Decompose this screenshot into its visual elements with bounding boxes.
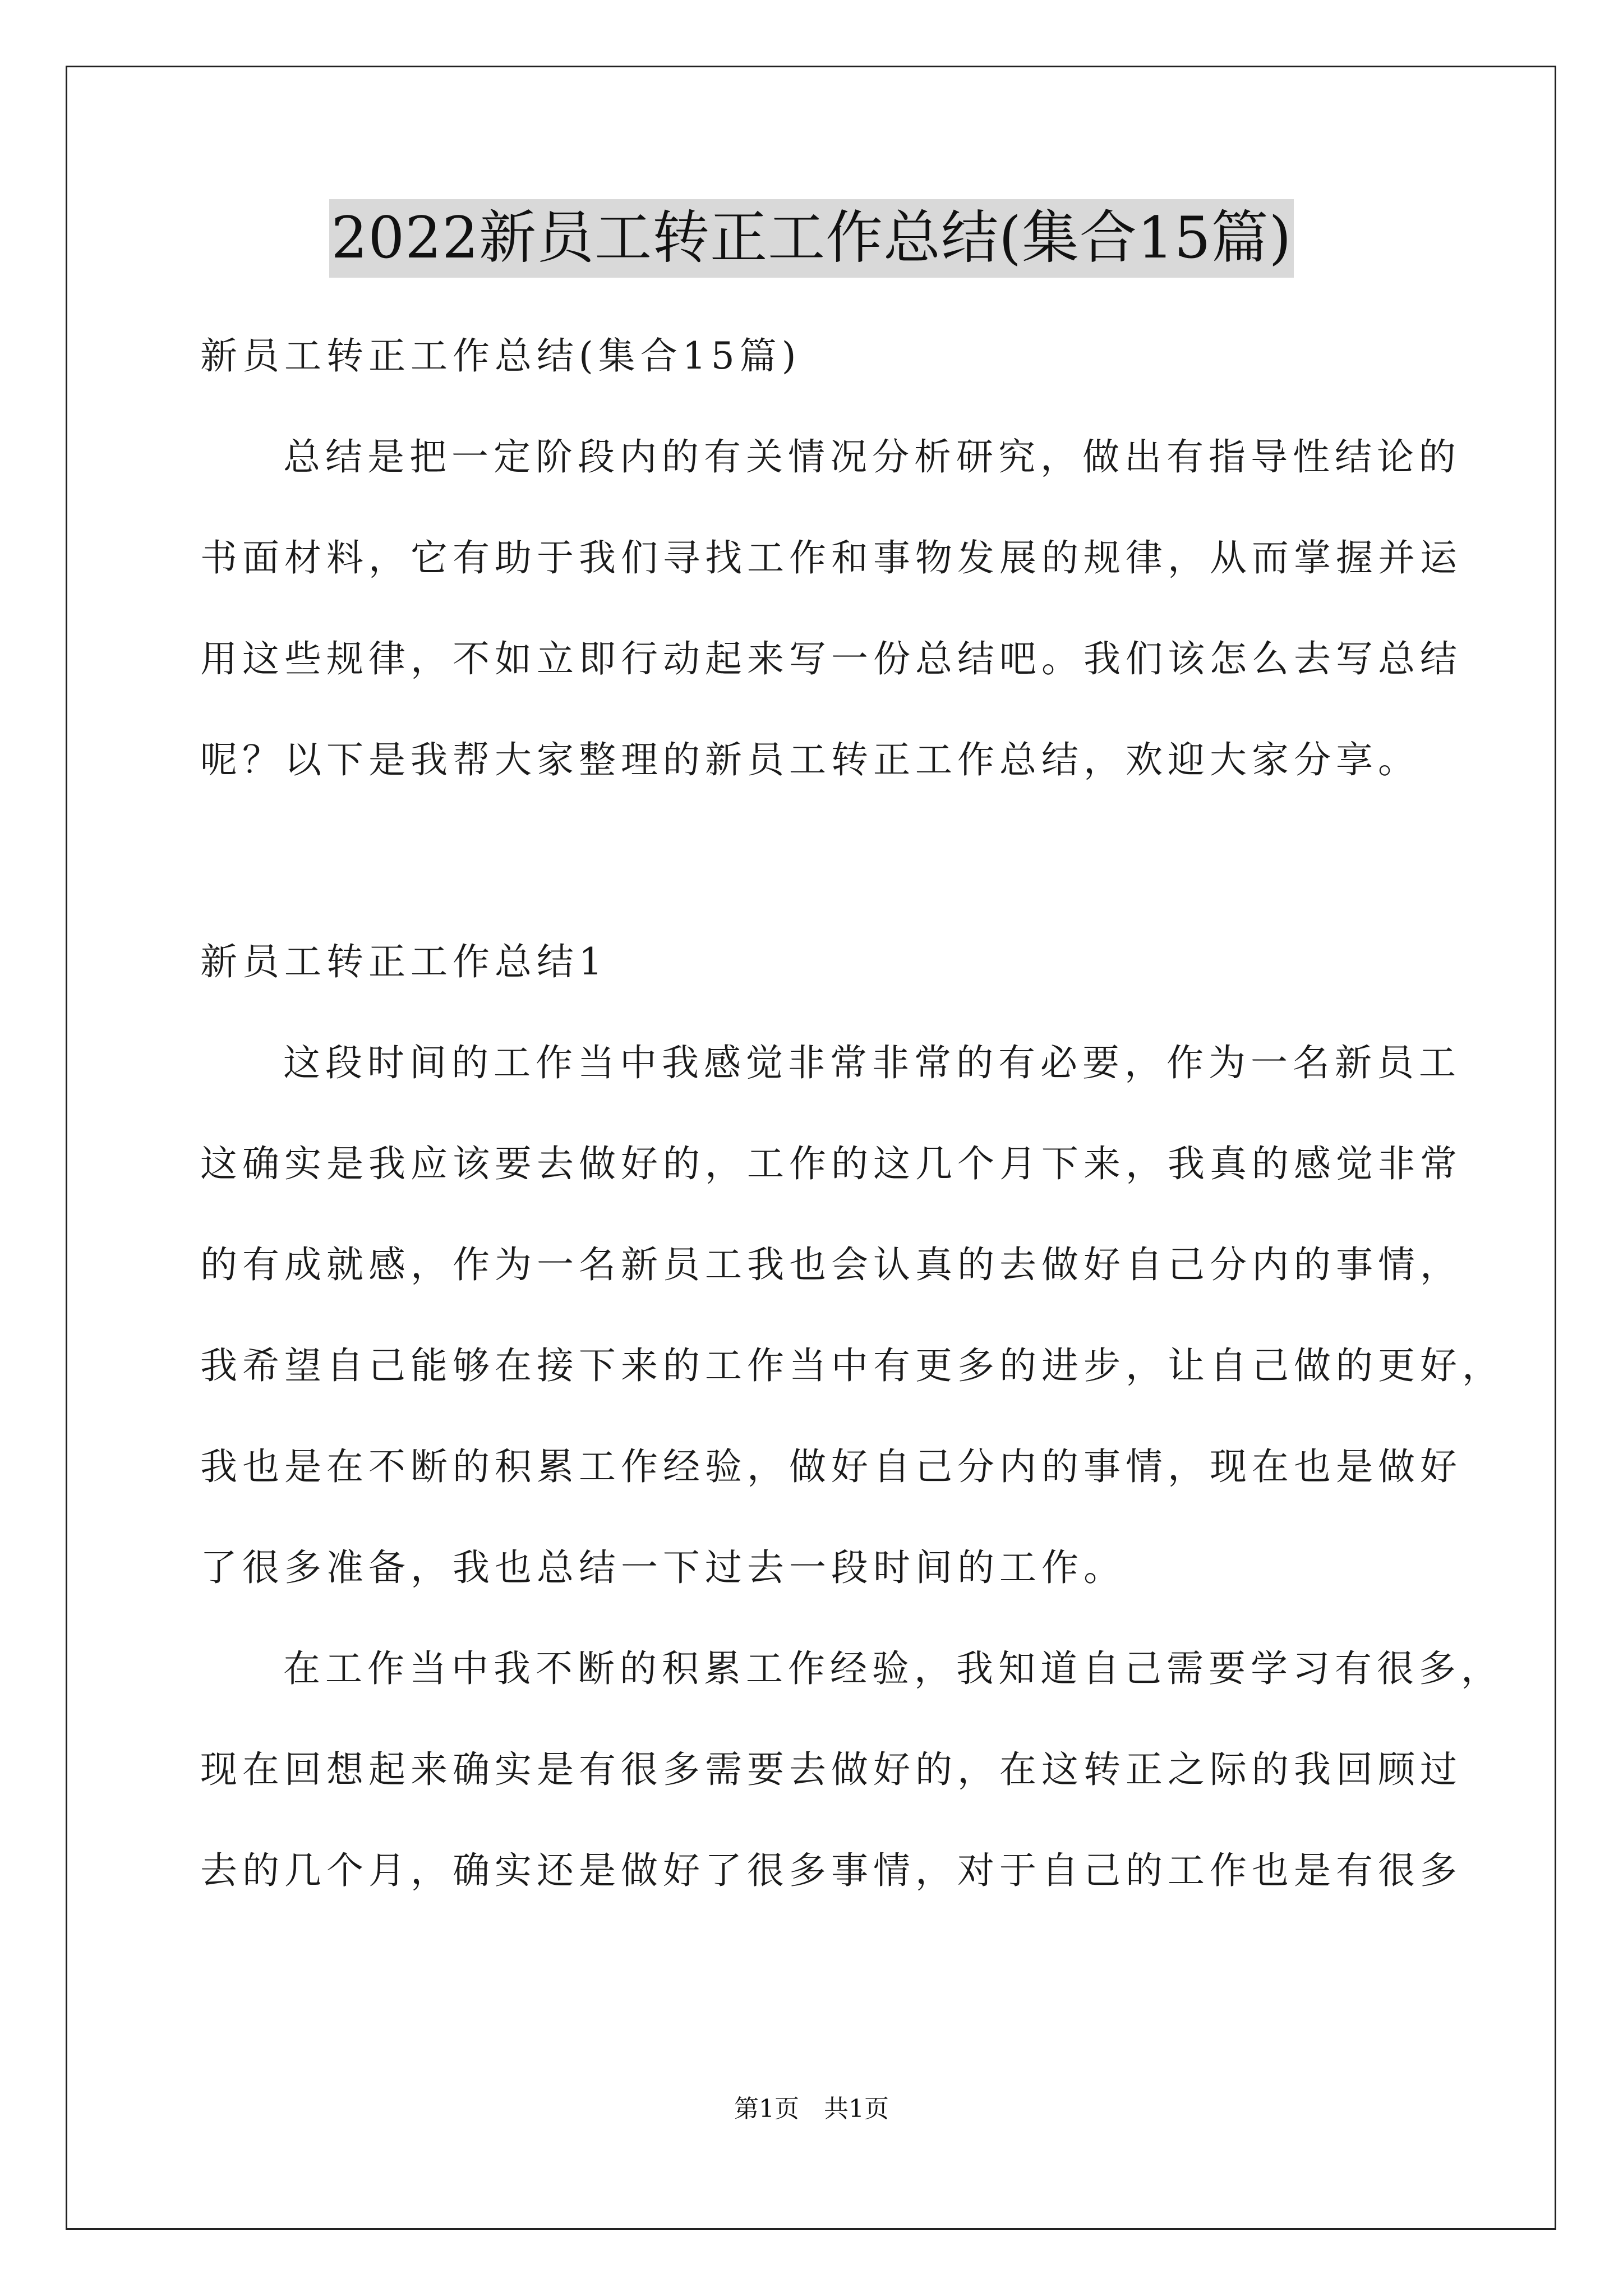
title-container (0, 199, 1623, 278)
section-heading: 新员工转正工作总结1 (200, 940, 607, 983)
paragraph-line: 去的几个月，确实还是做好了很多事情，对于自己的工作也是有很多 (200, 1849, 1462, 1892)
paragraph-line: 的有成就感，作为一名新员工我也会认真的去做好自己分内的事情， (200, 1243, 1462, 1286)
paragraph-line: 这段时间的工作当中我感觉非常非常的有必要，作为一名新员工 (283, 1041, 1461, 1084)
paragraph-line: 了很多准备，我也总结一下过去一段时间的工作。 (200, 1546, 1126, 1589)
intro-line: 用这些规律，不如立即行动起来写一份总结吧。我们该怎么去写总结 (200, 637, 1462, 680)
paragraph-line: 我也是在不断的积累工作经验，做好自己分内的事情，现在也是做好 (200, 1445, 1462, 1488)
intro-line: 总结是把一定阶段内的有关情况分析研究，做出有指导性结论的 (283, 435, 1461, 478)
subtitle: 新员工转正工作总结(集合15篇) (200, 334, 801, 378)
document-body (200, 306, 1504, 1921)
paragraph-line: 我希望自己能够在接下来的工作当中有更多的进步，让自己做的更好， (200, 1344, 1504, 1387)
intro-line: 书面材料，它有助于我们寻找工作和事物发展的规律，从而掌握并运 (200, 536, 1462, 579)
paragraph-gap (200, 811, 1434, 912)
intro-line: 呢？以下是我帮大家整理的新员工转正工作总结，欢迎大家分享。 (200, 738, 1420, 781)
page-footer: 第1页 共1页 (734, 2095, 889, 2123)
paragraph-line: 这确实是我应该要去做好的，工作的这几个月下来，我真的感觉非常 (200, 1142, 1462, 1185)
document-title: 2022新员工转正工作总结(集合15篇) (329, 199, 1294, 278)
paragraph-line: 现在回想起来确实是有很多需要去做好的，在这转正之际的我回顾过 (200, 1748, 1462, 1791)
paragraph-line: 在工作当中我不断的积累工作经验，我知道自己需要学习有很多， (283, 1647, 1503, 1690)
